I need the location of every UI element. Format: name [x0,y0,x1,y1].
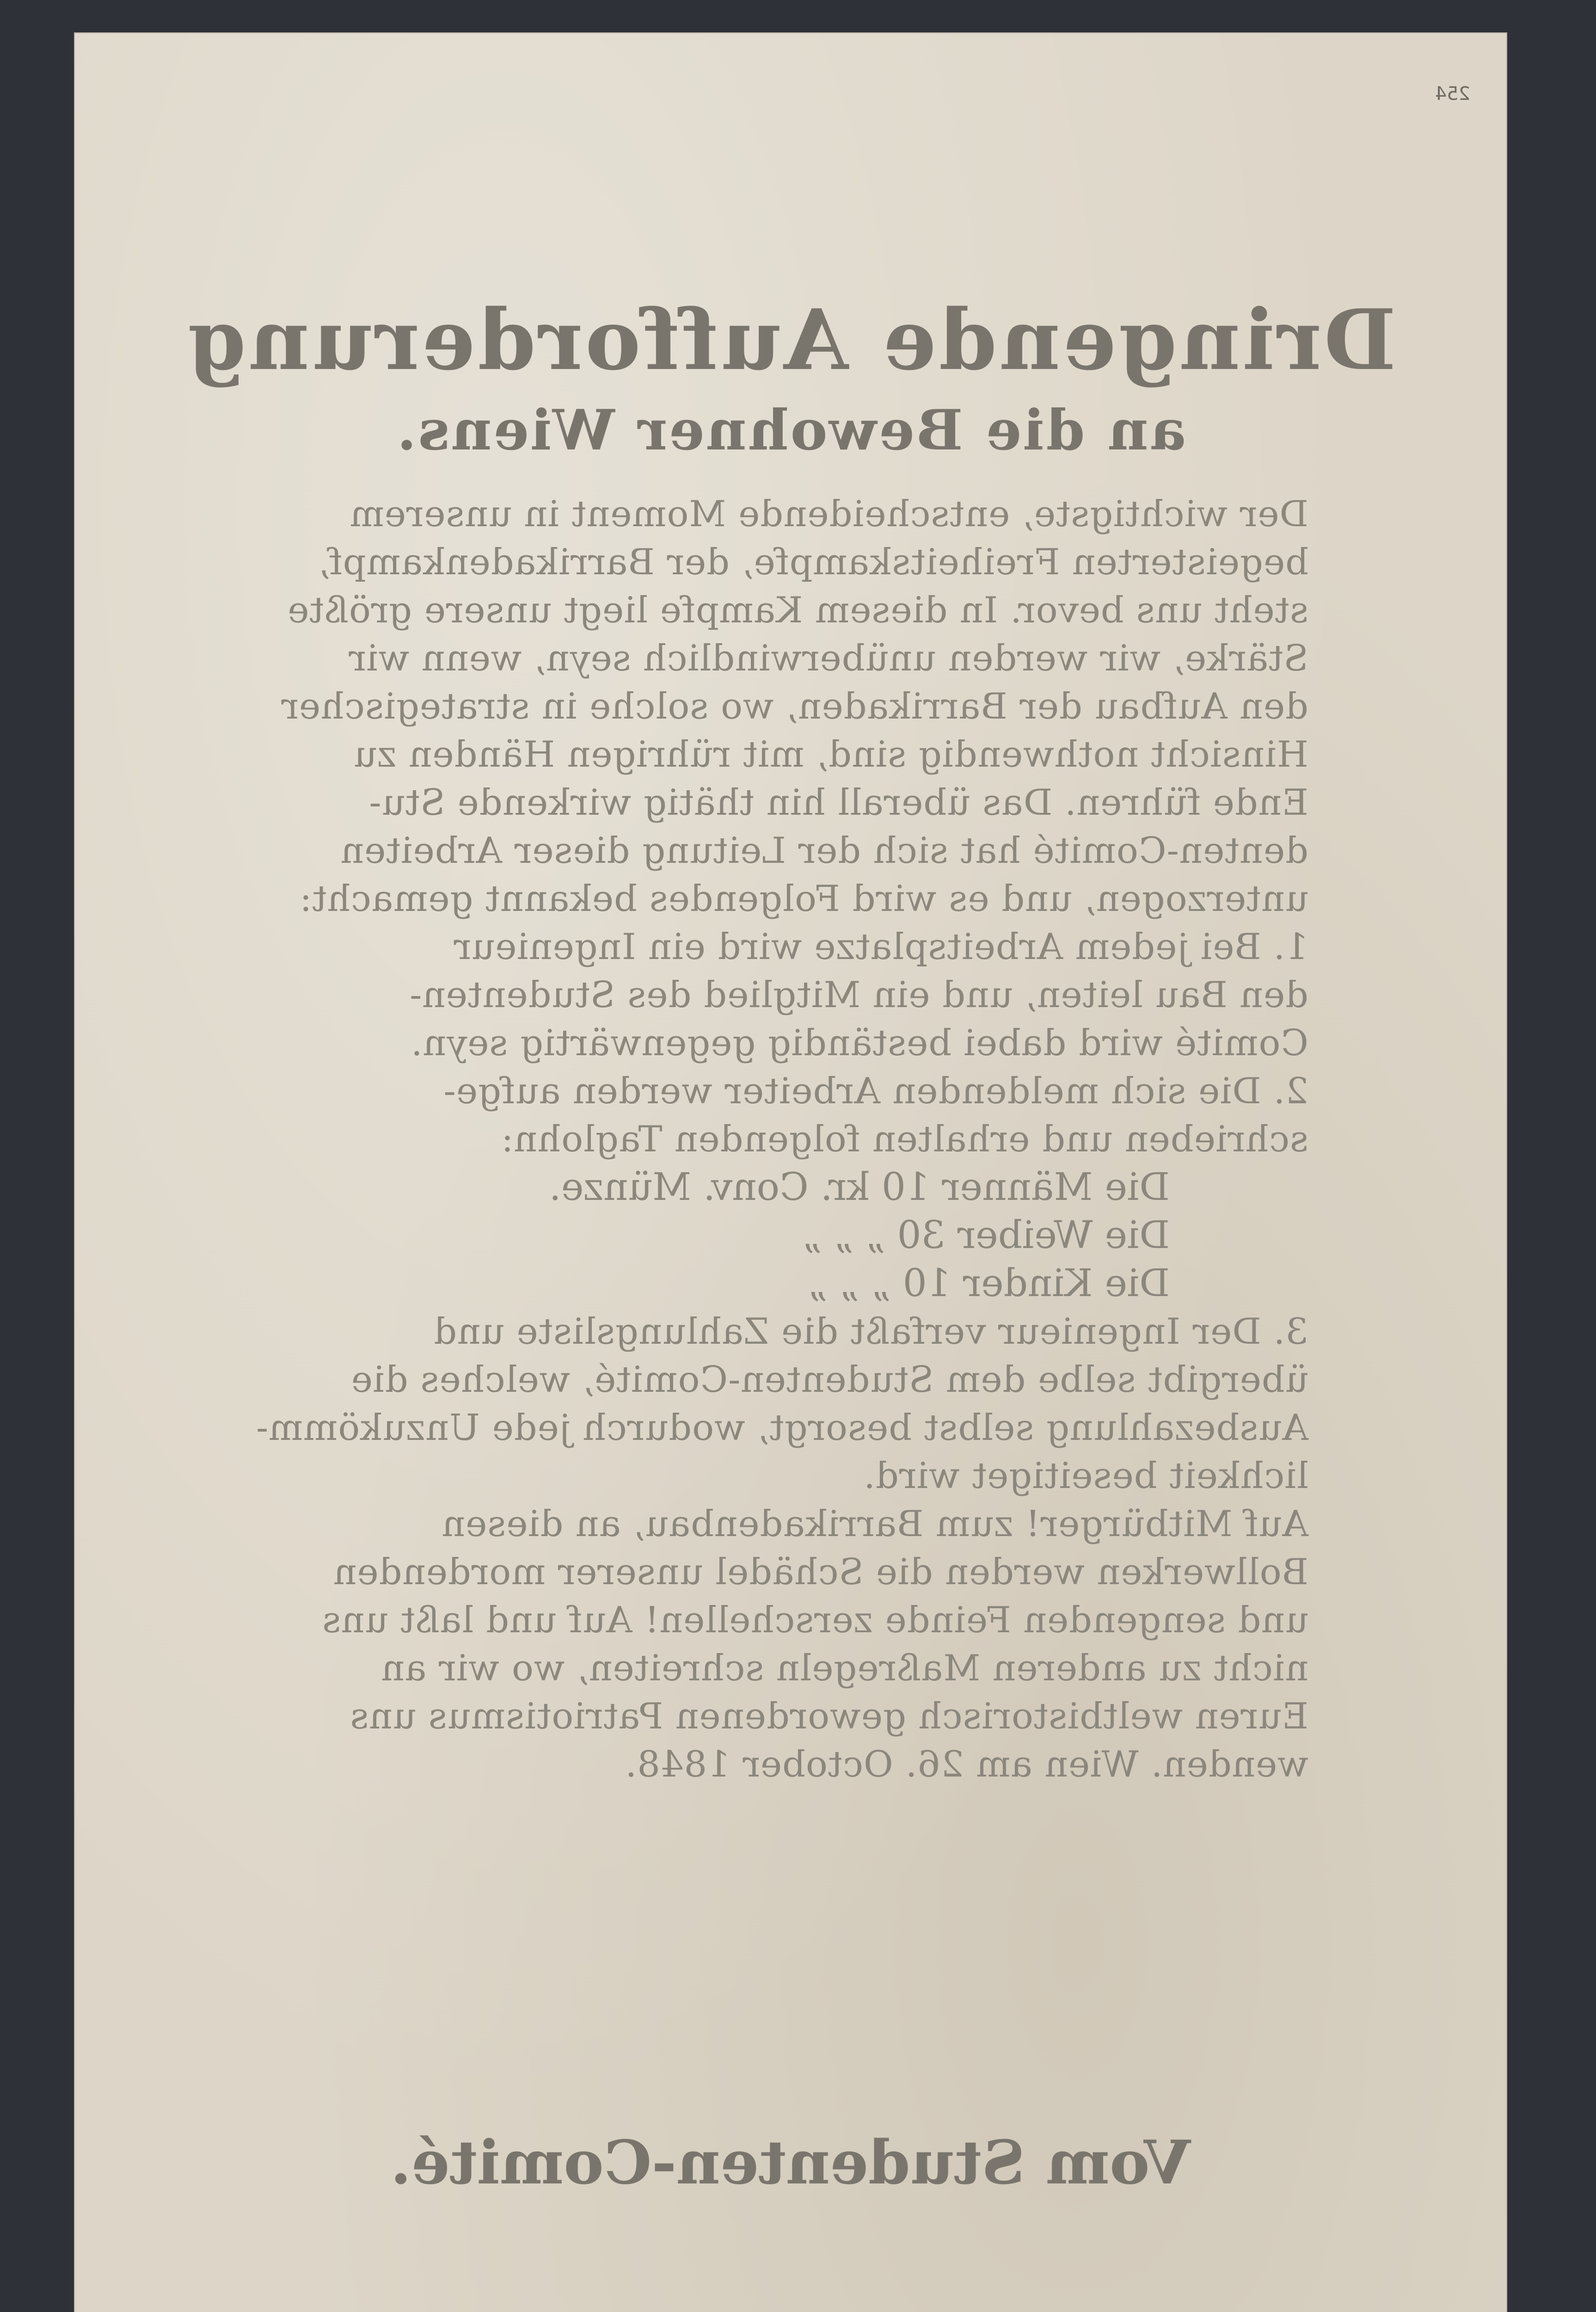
body-line: Stärke, wir werden unüberwindlich seyn, wenn wir [348,638,1308,679]
body-line: den Bau leiten, und ein Mitglied des Studenten- [409,974,1308,1016]
body-line: nicht zu anderen Maßregeln schreiten, wo wir an [381,1648,1308,1689]
body-line: den Aufbau der Barrikaden, wo solche in strategischer [281,686,1308,727]
paper-sheet [74,32,1507,2312]
body-line: Der wichtigste, entscheidende Moment in unserem [349,493,1308,535]
body-line: 2. Die sich meldenden Arbeiter werden aufge- [443,1070,1308,1112]
body-line: Auf Mitbürger! zum Barrikadenbau, an diesen [441,1503,1308,1545]
document-body [245,490,1308,1789]
page-number: 254 [1435,83,1470,105]
body-line: begeisterten Freiheitskampfe, der Barrikadenkampf, [318,541,1308,583]
wage-line: Die Kinder 10 „ „ „ [807,1261,1170,1305]
signature-line: Vom Studenten-Comité. [390,2127,1191,2198]
body-line: 3. Der Ingenieur verfaßt die Zahlungsliste und [433,1311,1308,1353]
body-line: wenden. Wien am 26. October 1848. [625,1744,1308,1785]
body-line: Bollwerken werden die Schädel unserer mordenden [333,1551,1308,1593]
body-line: Euren weltbistorisch gewordenen Patriotismus uns [350,1696,1308,1737]
document-subtitle: an die Bewohner Wiens. [395,398,1186,463]
body-line: Comité wird dabei beständig gegenwärtig seyn. [411,1022,1308,1064]
body-line: Hinsicht nothwendig sind, mit rührigen Händen zu [353,734,1308,775]
body-line: unterzogen, und es wird Folgendes bekannt gemacht: [299,878,1308,920]
body-line: und sengenden Feinde zerschellen! Auf und laßt uns [322,1599,1308,1641]
body-line: übergibt selbe dem Studenten-Comité, welches die [350,1359,1308,1401]
body-line: 1. Bei jedem Arbeitsplatze wird ein Ingenieur [453,926,1308,968]
wage-line: Die Weiber 30 „ „ „ [802,1213,1170,1257]
document-title: Dringende Aufforderung [185,291,1396,389]
wage-line: Die Männer 10 kr. Conv. Münze. [549,1165,1170,1209]
body-line: denten-Comité hat sich der Leitung dieser Arbeiten [340,830,1308,872]
body-line: steht uns bevor. In diesem Kampfe liegt unsere größte [287,590,1308,631]
show-through-text [74,32,1507,2312]
body-line: schrieben und erhalten folgenden Taglohn: [501,1119,1308,1160]
body-line: Ende führen. Das überall hin thätig wirkende Stu- [368,782,1308,824]
body-line: lichkeit beseitiget wird. [863,1455,1308,1497]
body-line: Ausbezahlung selbst besorgt, wodurch jede Unzukömm- [255,1407,1308,1449]
